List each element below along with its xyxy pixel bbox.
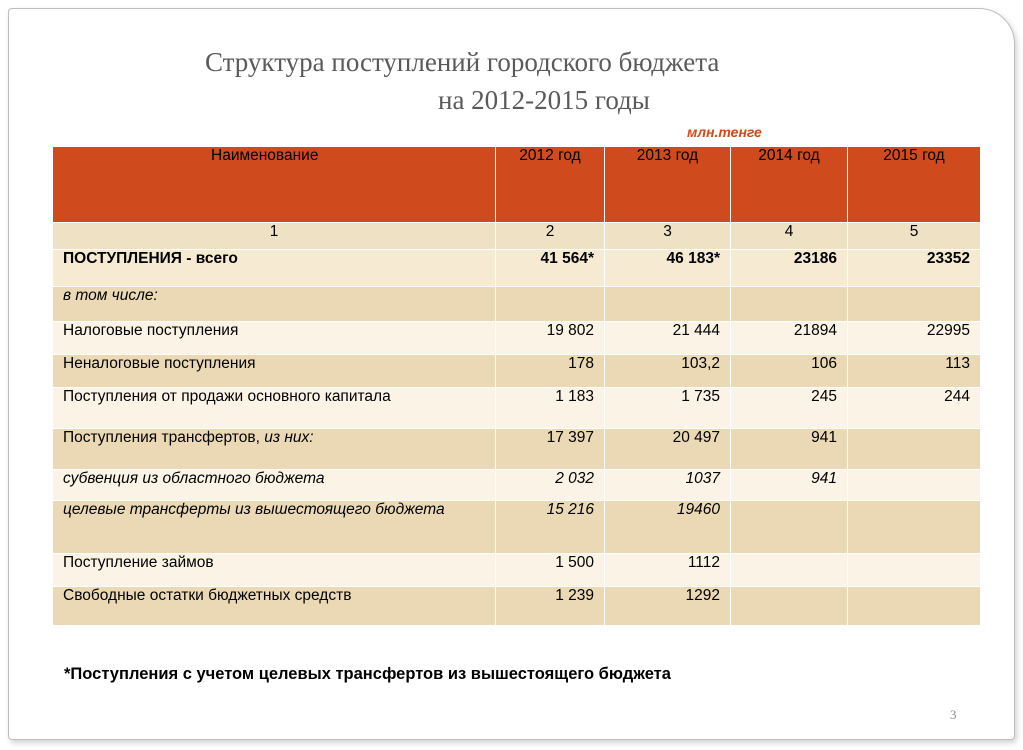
row-value: 19 802 xyxy=(496,322,605,355)
row-value xyxy=(848,501,981,554)
row-value: 106 xyxy=(731,355,848,388)
row-value: 941 xyxy=(731,429,848,470)
row-value: 1292 xyxy=(605,587,731,626)
header-2015: 2015 год xyxy=(848,147,981,223)
header-2013: 2013 год xyxy=(605,147,731,223)
table-row xyxy=(53,388,981,429)
row-value xyxy=(848,429,981,470)
row-name: Налоговые поступления xyxy=(53,322,496,355)
row-value: 21 444 xyxy=(605,322,731,355)
row-value: 15 216 xyxy=(496,501,605,554)
column-number-row xyxy=(53,223,981,250)
page-number: 3 xyxy=(950,707,957,722)
including-row xyxy=(53,287,981,322)
row-value xyxy=(731,554,848,587)
table-row xyxy=(53,554,981,587)
row-value: 1 500 xyxy=(496,554,605,587)
row-name: Поступление займов xyxy=(53,554,496,587)
table-row xyxy=(53,470,981,501)
table-row xyxy=(53,501,981,554)
column-number: 1 xyxy=(53,223,496,250)
total-row xyxy=(53,250,981,287)
column-number: 4 xyxy=(731,223,848,250)
header-name: Наименование xyxy=(53,147,496,223)
total-2012: 41 564* xyxy=(496,250,605,287)
table-row xyxy=(53,429,981,470)
row-value: 2 032 xyxy=(496,470,605,501)
total-row-name: ПОСТУПЛЕНИЯ - всего xyxy=(53,250,496,287)
row-value: 20 497 xyxy=(605,429,731,470)
row-value: 178 xyxy=(496,355,605,388)
row-value: 17 397 xyxy=(496,429,605,470)
row-value xyxy=(848,587,981,626)
footnote: *Поступления с учетом целевых трансфертов из вышестоящего бюджета xyxy=(64,665,671,683)
row-value: 244 xyxy=(848,388,981,429)
row-value: 245 xyxy=(731,388,848,429)
row-value: 22995 xyxy=(848,322,981,355)
row-value xyxy=(731,587,848,626)
including-label: в том числе: xyxy=(53,287,496,322)
title-line-1: Структура поступлений городского бюджета xyxy=(205,47,720,77)
total-2013: 46 183* xyxy=(605,250,731,287)
row-value xyxy=(848,470,981,501)
row-name-suffix: из них: xyxy=(264,429,314,446)
row-value: 1112 xyxy=(605,554,731,587)
row-value: 21894 xyxy=(731,322,848,355)
row-name xyxy=(53,429,496,470)
table-cell xyxy=(848,287,981,322)
row-name: субвенция из областного бюджета xyxy=(53,470,496,501)
column-number: 3 xyxy=(605,223,731,250)
table-cell xyxy=(605,287,731,322)
row-name: целевые трансферты из вышестоящего бюджета xyxy=(53,501,496,554)
row-name: Неналоговые поступления xyxy=(53,355,496,388)
row-value: 1 239 xyxy=(496,587,605,626)
table-cell xyxy=(731,287,848,322)
row-name-text: Поступления трансфертов, xyxy=(63,429,260,446)
row-value xyxy=(731,501,848,554)
column-number: 2 xyxy=(496,223,605,250)
total-2015: 23352 xyxy=(848,250,981,287)
table-row xyxy=(53,355,981,388)
header-2014: 2014 год xyxy=(731,147,848,223)
row-value: 1 183 xyxy=(496,388,605,429)
row-name: Поступления от продажи основного капитала xyxy=(53,388,496,429)
table-header-row xyxy=(53,147,981,223)
row-value: 941 xyxy=(731,470,848,501)
table-row xyxy=(53,587,981,626)
header-2012: 2012 год xyxy=(496,147,605,223)
row-value: 103,2 xyxy=(605,355,731,388)
row-value: 19460 xyxy=(605,501,731,554)
row-name: Свободные остатки бюджетных средств xyxy=(53,587,496,626)
table-row xyxy=(53,322,981,355)
total-2014: 23186 xyxy=(731,250,848,287)
row-value: 1 735 xyxy=(605,388,731,429)
row-value: 1037 xyxy=(605,470,731,501)
row-value: 113 xyxy=(848,355,981,388)
column-number: 5 xyxy=(848,223,981,250)
units-label: млн.тенге xyxy=(687,124,762,140)
title-line-2: на 2012-2015 годы xyxy=(438,85,650,115)
row-value xyxy=(848,554,981,587)
table-cell xyxy=(496,287,605,322)
budget-table xyxy=(52,146,981,626)
